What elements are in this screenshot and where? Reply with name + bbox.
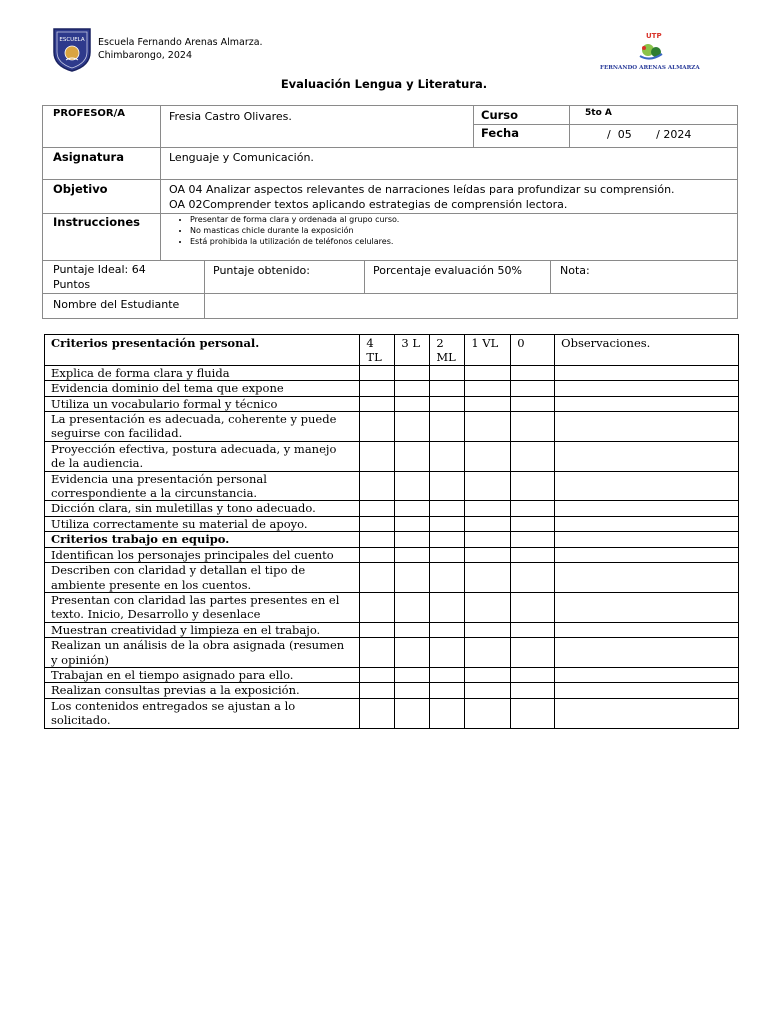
section-presentacion-personal bbox=[45, 365, 739, 531]
score-cell[interactable] bbox=[395, 638, 430, 668]
score-cell[interactable] bbox=[430, 547, 465, 562]
puntaje-ideal: Puntaje Ideal: 64 Puntos bbox=[53, 263, 146, 291]
criterion-row bbox=[45, 638, 739, 668]
observation-cell[interactable] bbox=[555, 622, 739, 637]
puntaje-obtenido: Puntaje obtenido: bbox=[213, 264, 310, 277]
criterion-text: Utiliza un vocabulario formal y técnico bbox=[45, 396, 360, 411]
observation-cell[interactable] bbox=[555, 471, 739, 501]
criterion-row bbox=[45, 683, 739, 698]
observation-cell[interactable] bbox=[555, 412, 739, 442]
score-cell[interactable] bbox=[511, 683, 555, 698]
svg-text:FERNANDO ARENAS ALMARZA: FERNANDO ARENAS ALMARZA bbox=[600, 65, 700, 71]
criterion-text: Realizan un análisis de la obra asignada (resumen y opinión) bbox=[45, 638, 360, 668]
score-cell[interactable] bbox=[360, 563, 395, 593]
score-cell[interactable] bbox=[395, 667, 430, 682]
svg-text:UTP: UTP bbox=[646, 32, 662, 40]
instruccion-item: • Está prohibida la utilización de teléfonos celulares. bbox=[190, 236, 399, 247]
nota-label: Nota: bbox=[560, 264, 590, 277]
section-title-row bbox=[45, 532, 739, 547]
score-cell[interactable] bbox=[511, 471, 555, 501]
score-cell[interactable] bbox=[360, 532, 395, 547]
score-cell[interactable] bbox=[430, 441, 465, 471]
score-cell[interactable] bbox=[430, 638, 465, 668]
score-cell[interactable] bbox=[430, 683, 465, 698]
criterion-row bbox=[45, 563, 739, 593]
nombre-label: Nombre del Estudiante bbox=[53, 298, 180, 311]
curso-label: Curso bbox=[481, 108, 519, 122]
score-cell[interactable] bbox=[395, 412, 430, 442]
criterion-row bbox=[45, 381, 739, 396]
observation-cell[interactable] bbox=[555, 532, 739, 547]
score-cell[interactable] bbox=[395, 532, 430, 547]
score-cell[interactable] bbox=[395, 501, 430, 516]
score-cell[interactable] bbox=[360, 412, 395, 442]
score-cell[interactable] bbox=[360, 638, 395, 668]
instrucciones-label: Instrucciones bbox=[53, 215, 140, 229]
criterion-text: Describen con claridad y detallan el tipo de ambiente presente en los cuentos. bbox=[45, 563, 360, 593]
score-cell[interactable] bbox=[511, 698, 555, 728]
criterion-text: Muestran creatividad y limpieza en el trabajo. bbox=[45, 622, 360, 637]
score-cell[interactable] bbox=[511, 622, 555, 637]
score-cell[interactable] bbox=[430, 532, 465, 547]
score-cell[interactable] bbox=[430, 563, 465, 593]
score-cell[interactable] bbox=[360, 381, 395, 396]
criterion-text: Evidencia una presentación personal correspondiente a la circunstancia. bbox=[45, 471, 360, 501]
instrucciones-list bbox=[176, 214, 399, 247]
profesor-label: PROFESOR/A bbox=[53, 108, 125, 119]
score-cell[interactable] bbox=[360, 547, 395, 562]
score-cell[interactable] bbox=[511, 516, 555, 531]
observation-cell[interactable] bbox=[555, 592, 739, 622]
score-cell[interactable] bbox=[360, 622, 395, 637]
score-cell[interactable] bbox=[465, 396, 511, 411]
objetivo-line-2: OA 02Comprender textos aplicando estrategias de comprensión lectora. bbox=[169, 198, 568, 211]
school-name: Escuela Fernando Arenas Almarza. bbox=[98, 37, 263, 48]
document-header bbox=[50, 26, 740, 74]
asignatura-value: Lenguaje y Comunicación. bbox=[169, 151, 314, 164]
score-cell[interactable] bbox=[511, 638, 555, 668]
criterion-row bbox=[45, 698, 739, 728]
criterion-text: Trabajan en el tiempo asignado para ello. bbox=[45, 667, 360, 682]
observation-cell[interactable] bbox=[555, 396, 739, 411]
fecha-label: Fecha bbox=[481, 126, 519, 140]
section-trabajo-en-equipo bbox=[45, 547, 739, 728]
profesor-value: Fresia Castro Olivares. bbox=[169, 110, 292, 123]
criterion-text: Presentan con claridad las partes presentes en el texto. Inicio, Desarrollo y desenlace bbox=[45, 592, 360, 622]
score-cell[interactable] bbox=[430, 516, 465, 531]
criterion-row bbox=[45, 667, 739, 682]
score-cell[interactable] bbox=[430, 412, 465, 442]
page-title: Evaluación Lengua y Literatura. bbox=[280, 77, 488, 91]
nombre-value-cell[interactable] bbox=[204, 293, 738, 319]
curso-value: 5to A bbox=[585, 108, 612, 118]
section-title-trabajo-en-equipo: Criterios trabajo en equipo. bbox=[45, 532, 360, 547]
score-cell[interactable] bbox=[511, 592, 555, 622]
criterion-text: Explica de forma clara y fluida bbox=[45, 365, 360, 380]
score-cell[interactable] bbox=[360, 441, 395, 471]
score-cell[interactable] bbox=[430, 622, 465, 637]
score-cell[interactable] bbox=[430, 381, 465, 396]
instruccion-item: • No masticas chicle durante la exposición bbox=[190, 225, 399, 236]
score-cell[interactable] bbox=[395, 381, 430, 396]
score-cell[interactable] bbox=[395, 563, 430, 593]
score-cell[interactable] bbox=[395, 516, 430, 531]
score-cell[interactable] bbox=[395, 698, 430, 728]
score-cell[interactable] bbox=[430, 471, 465, 501]
score-cell[interactable] bbox=[395, 622, 430, 637]
score-cell[interactable] bbox=[430, 592, 465, 622]
observation-cell[interactable] bbox=[555, 547, 739, 562]
score-cell[interactable] bbox=[511, 365, 555, 380]
score-cell[interactable] bbox=[465, 516, 511, 531]
score-cell[interactable] bbox=[465, 698, 511, 728]
rubric-header-3: 3 L bbox=[395, 335, 430, 366]
observation-cell[interactable] bbox=[555, 638, 739, 668]
rubric-header-0: 0 bbox=[511, 335, 555, 366]
rubric-header-observaciones: Observaciones. bbox=[555, 335, 739, 366]
score-cell[interactable] bbox=[511, 532, 555, 547]
criterion-row bbox=[45, 547, 739, 562]
criterion-row bbox=[45, 396, 739, 411]
rubric-header-2: 2 ML bbox=[430, 335, 465, 366]
instruccion-item: • Presentar de forma clara y ordenada al grupo curso. bbox=[190, 214, 399, 225]
score-cell[interactable] bbox=[465, 638, 511, 668]
objetivo-label: Objetivo bbox=[53, 182, 108, 196]
score-cell[interactable] bbox=[395, 365, 430, 380]
observation-cell[interactable] bbox=[555, 516, 739, 531]
criterion-row bbox=[45, 592, 739, 622]
observation-cell[interactable] bbox=[555, 667, 739, 682]
rubric-header-1: 1 VL bbox=[465, 335, 511, 366]
observation-cell[interactable] bbox=[555, 381, 739, 396]
criterion-text: Evidencia dominio del tema que expone bbox=[45, 381, 360, 396]
school-info bbox=[98, 36, 263, 62]
criterion-text: La presentación es adecuada, coherente y puede seguirse con facilidad. bbox=[45, 412, 360, 442]
score-cell[interactable] bbox=[465, 547, 511, 562]
criterion-row bbox=[45, 412, 739, 442]
rubric-table bbox=[44, 334, 739, 729]
score-cell[interactable] bbox=[360, 471, 395, 501]
score-cell[interactable] bbox=[395, 441, 430, 471]
score-cell[interactable] bbox=[511, 563, 555, 593]
svg-text:ESCUELA: ESCUELA bbox=[59, 37, 85, 43]
score-cell[interactable] bbox=[465, 441, 511, 471]
score-cell[interactable] bbox=[430, 396, 465, 411]
score-cell[interactable] bbox=[465, 622, 511, 637]
score-cell[interactable] bbox=[511, 412, 555, 442]
score-cell[interactable] bbox=[511, 667, 555, 682]
porcentaje-evaluacion: Porcentaje evaluación 50% bbox=[373, 264, 522, 277]
criterion-row bbox=[45, 441, 739, 471]
score-cell[interactable] bbox=[430, 667, 465, 682]
score-cell[interactable] bbox=[465, 365, 511, 380]
criterion-text: Identifican los personajes principales del cuento bbox=[45, 547, 360, 562]
score-cell[interactable] bbox=[395, 547, 430, 562]
score-cell[interactable] bbox=[430, 501, 465, 516]
school-location: Chimbarongo, 2024 bbox=[98, 50, 192, 61]
score-cell[interactable] bbox=[395, 683, 430, 698]
score-cell[interactable] bbox=[511, 501, 555, 516]
score-cell[interactable] bbox=[465, 683, 511, 698]
score-cell[interactable] bbox=[465, 381, 511, 396]
criterion-text: Los contenidos entregados se ajustan a lo solicitado. bbox=[45, 698, 360, 728]
score-cell[interactable] bbox=[511, 381, 555, 396]
fecha-value: / 05 / 2024 bbox=[607, 128, 692, 141]
score-cell[interactable] bbox=[511, 441, 555, 471]
rubric-header-criterio: Criterios presentación personal. bbox=[45, 335, 360, 366]
criterion-text: Utiliza correctamente su material de apoyo. bbox=[45, 516, 360, 531]
criterion-row bbox=[45, 622, 739, 637]
objetivo-line-1: OA 04 Analizar aspectos relevantes de narraciones leídas para profundizar su comprensión. bbox=[169, 183, 675, 196]
score-cell[interactable] bbox=[465, 412, 511, 442]
score-cell[interactable] bbox=[360, 667, 395, 682]
asignatura-label: Asignatura bbox=[53, 150, 124, 164]
score-cell[interactable] bbox=[360, 501, 395, 516]
score-cell[interactable] bbox=[511, 547, 555, 562]
observation-cell[interactable] bbox=[555, 563, 739, 593]
score-cell[interactable] bbox=[360, 516, 395, 531]
observation-cell[interactable] bbox=[555, 365, 739, 380]
score-cell[interactable] bbox=[360, 365, 395, 380]
score-cell[interactable] bbox=[360, 683, 395, 698]
criterion-text: Realizan consultas previas a la exposición. bbox=[45, 683, 360, 698]
score-cell[interactable] bbox=[465, 471, 511, 501]
score-cell[interactable] bbox=[465, 667, 511, 682]
score-cell[interactable] bbox=[395, 396, 430, 411]
score-cell[interactable] bbox=[360, 698, 395, 728]
score-cell[interactable] bbox=[511, 396, 555, 411]
criterion-row bbox=[45, 365, 739, 380]
score-cell[interactable] bbox=[465, 501, 511, 516]
rubric-header-row bbox=[45, 335, 739, 366]
criterion-row bbox=[45, 471, 739, 501]
observation-cell[interactable] bbox=[555, 698, 739, 728]
criterion-row bbox=[45, 501, 739, 516]
criterion-text: Dicción clara, sin muletillas y tono adecuado. bbox=[45, 501, 360, 516]
score-cell[interactable] bbox=[465, 592, 511, 622]
score-cell[interactable] bbox=[395, 592, 430, 622]
score-cell[interactable] bbox=[430, 365, 465, 380]
score-cell[interactable] bbox=[360, 592, 395, 622]
utp-logo bbox=[598, 28, 712, 74]
score-cell[interactable] bbox=[360, 396, 395, 411]
score-cell[interactable] bbox=[465, 532, 511, 547]
criterion-row bbox=[45, 516, 739, 531]
rubric-header-4: 4 TL bbox=[360, 335, 395, 366]
score-cell[interactable] bbox=[395, 471, 430, 501]
observation-cell[interactable] bbox=[555, 501, 739, 516]
observation-cell[interactable] bbox=[555, 441, 739, 471]
criterion-text: Proyección efectiva, postura adecuada, y manejo de la audiencia. bbox=[45, 441, 360, 471]
observation-cell[interactable] bbox=[555, 683, 739, 698]
score-cell[interactable] bbox=[465, 563, 511, 593]
school-crest-logo bbox=[50, 26, 94, 72]
score-cell[interactable] bbox=[430, 698, 465, 728]
